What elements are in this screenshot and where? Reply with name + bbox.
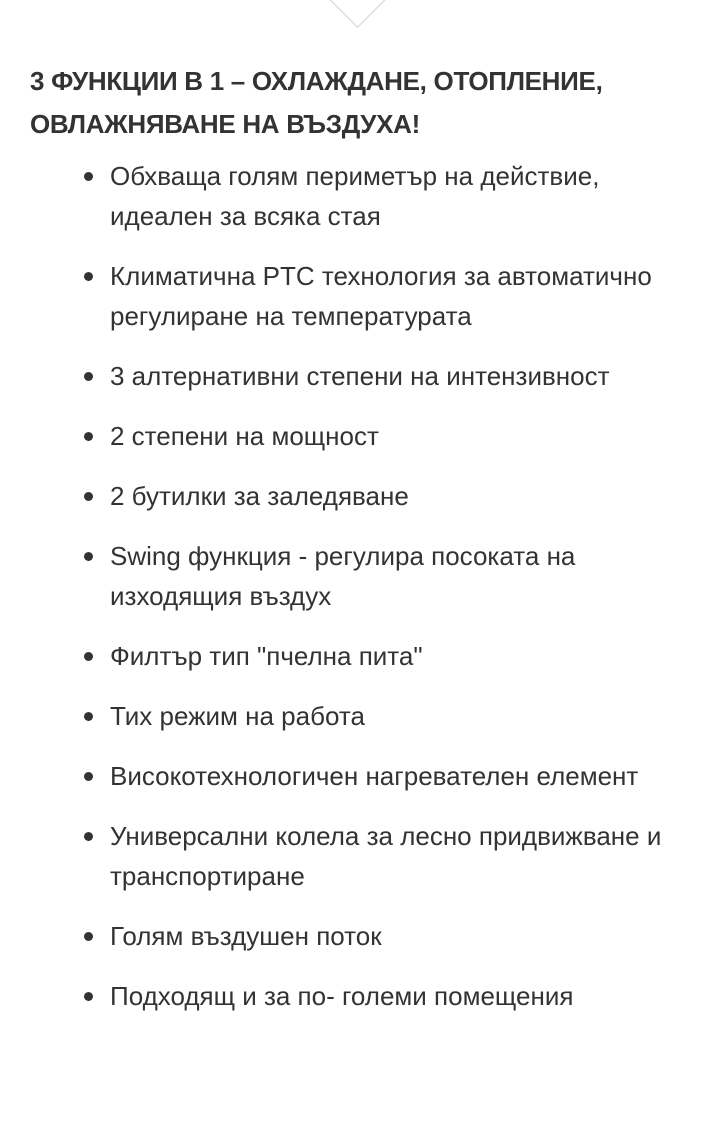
feature-text: Климатична PTC технология за автоматично регулиране на температурата — [110, 261, 652, 331]
feature-text: 2 бутилки за заледяване — [110, 481, 409, 511]
bullet-dot-icon — [84, 832, 93, 841]
list-item — [30, 916, 690, 956]
bullet-dot-icon — [84, 432, 93, 441]
list-item — [30, 816, 690, 896]
list-item — [30, 476, 690, 516]
product-features-section — [30, 60, 690, 1036]
bullet-dot-icon — [84, 932, 93, 941]
bullet-dot-icon — [84, 272, 93, 281]
feature-text: 3 алтернативни степени на интензивност — [110, 361, 610, 391]
list-item — [30, 256, 690, 336]
list-item — [30, 536, 690, 616]
feature-text: Swing функция - регулира посоката на изходящия въздух — [110, 541, 576, 611]
chevron-down-icon — [327, 0, 388, 28]
section-heading — [30, 60, 690, 146]
list-item — [30, 356, 690, 396]
feature-text: Високотехнологичен нагревателен елемент — [110, 761, 639, 791]
list-item — [30, 696, 690, 736]
bullet-dot-icon — [84, 712, 93, 721]
section-heading-line-1: 3 ФУНКЦИИ В 1 – ОХЛАЖДАНЕ, ОТОПЛЕНИЕ, — [30, 66, 603, 96]
bullet-dot-icon — [84, 172, 93, 181]
feature-text: Тих режим на работа — [110, 701, 365, 731]
list-item — [30, 416, 690, 456]
bullet-dot-icon — [84, 652, 93, 661]
section-heading-line-2: ОВЛАЖНЯВАНЕ НА ВЪЗДУХА! — [30, 109, 420, 139]
list-item — [30, 636, 690, 676]
feature-text: Филтър тип "пчелна пита" — [110, 641, 423, 671]
list-item — [30, 756, 690, 796]
bullet-dot-icon — [84, 492, 93, 501]
bullet-dot-icon — [84, 772, 93, 781]
bullet-dot-icon — [84, 552, 93, 561]
feature-text: 2 степени на мощност — [110, 421, 379, 451]
feature-text: Подходящ и за по- големи помещения — [110, 981, 574, 1011]
feature-list — [30, 156, 690, 1016]
feature-text: Обхваща голям периметър на действие, идеален за всяка стая — [110, 161, 600, 231]
feature-text: Голям въздушен поток — [110, 921, 382, 951]
bullet-dot-icon — [84, 372, 93, 381]
list-item — [30, 156, 690, 236]
bullet-dot-icon — [84, 992, 93, 1001]
list-item — [30, 976, 690, 1016]
feature-text: Универсални колела за лесно придвижване и транспортиране — [110, 821, 662, 891]
